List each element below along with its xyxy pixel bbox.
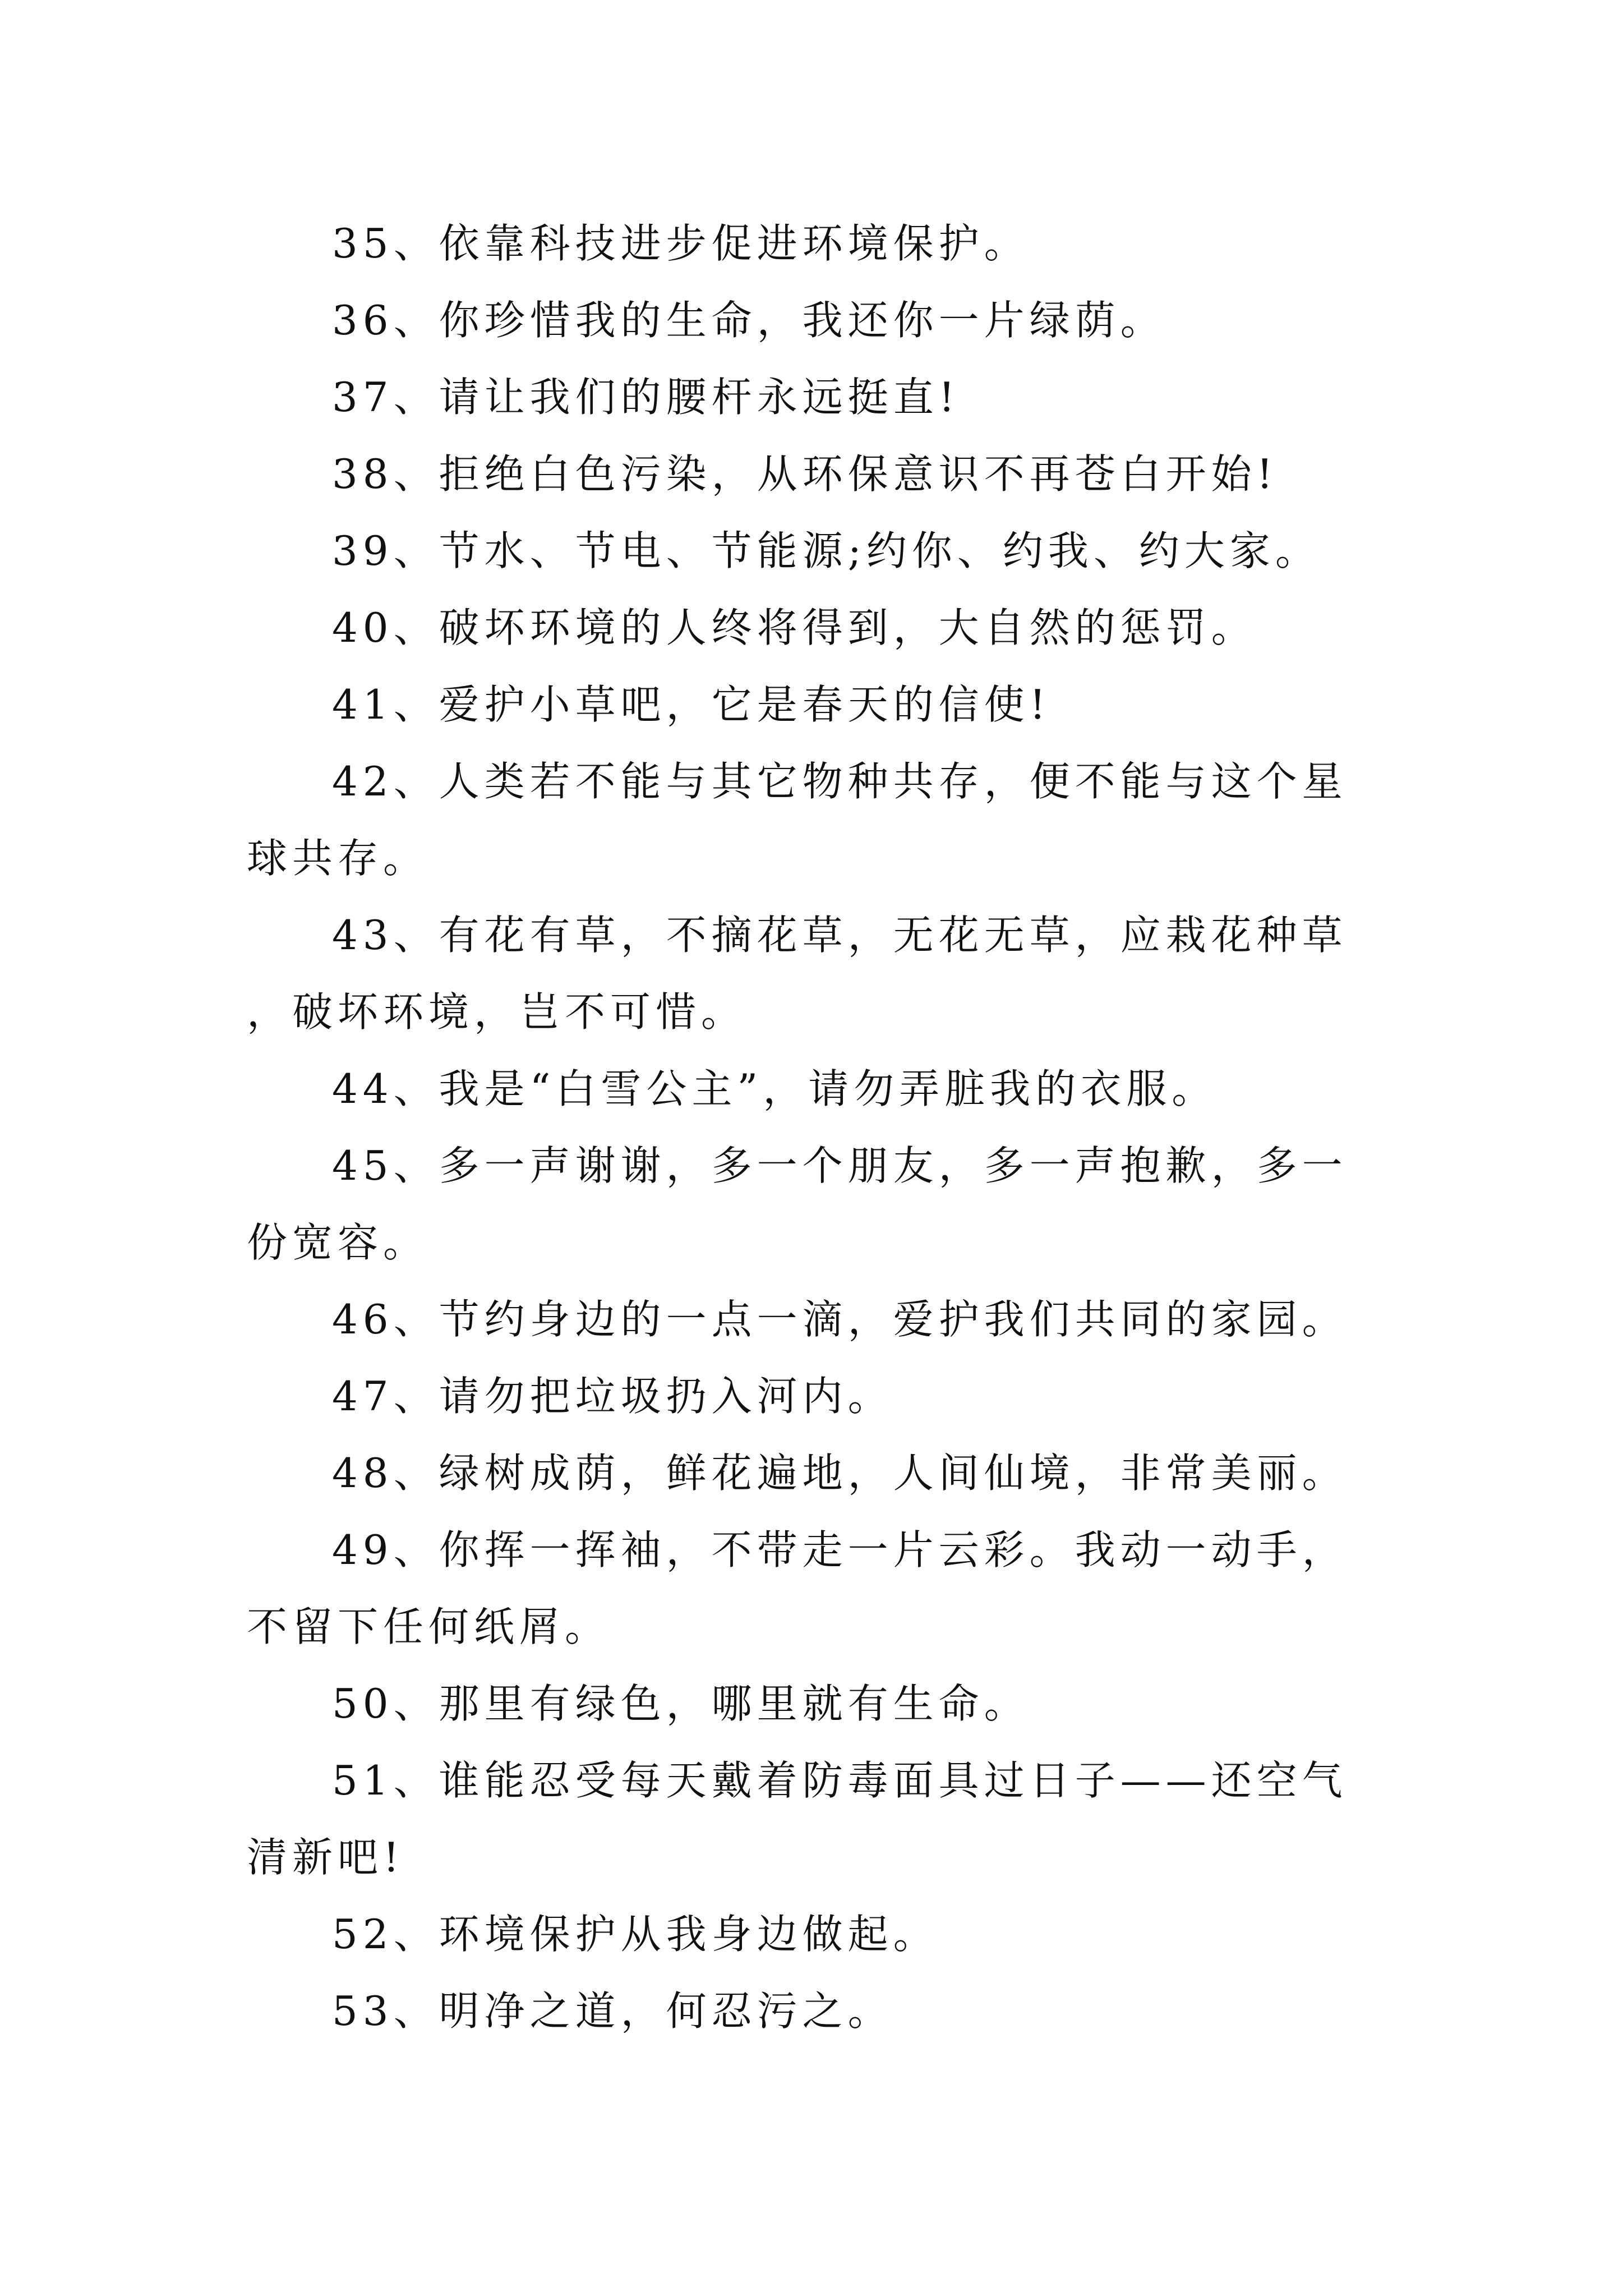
paragraph-45: 45、多一声谢谢，多一个朋友，多一声抱歉，多一份宽容。 bbox=[247, 1142, 1348, 1266]
paragraph-40: 40、破坏环境的人终将得到，大自然的惩罚。 bbox=[332, 604, 1257, 651]
paragraph-43: 43、有花有草，不摘花草，无花无草，应栽花种草，破坏环境，岂不可惜。 bbox=[247, 912, 1348, 1036]
paragraph-42: 42、人类若不能与其它物种共存，便不能与这个星球共存。 bbox=[247, 758, 1348, 882]
paragraph-39: 39、节水、节电、节能源;约你、约我、约大家。 bbox=[332, 527, 1321, 574]
paragraph-47: 47、请勿把垃圾扔入河内。 bbox=[332, 1373, 893, 1420]
paragraph-41: 41、爱护小草吧，它是春天的信使! bbox=[332, 681, 1051, 728]
paragraph-46: 46、节约身边的一点一滴，爱护我们共同的家园。 bbox=[332, 1296, 1348, 1343]
paragraph-49: 49、你挥一挥袖，不带走一片云彩。我动一动手，不留下任何纸屑。 bbox=[247, 1526, 1348, 1650]
paragraph-51: 51、谁能忍受每天戴着防毒面具过日子——还空气清新吧! bbox=[247, 1757, 1348, 1881]
document-body bbox=[247, 205, 1385, 2050]
paragraph-50: 50、那里有绿色，哪里就有生命。 bbox=[332, 1680, 1030, 1727]
paragraph-52: 52、环境保护从我身边做起。 bbox=[332, 1911, 939, 1958]
paragraph-48: 48、绿树成荫，鲜花遍地，人间仙境，非常美丽。 bbox=[332, 1450, 1348, 1497]
paragraph-53: 53、明净之道，何忍污之。 bbox=[332, 1987, 893, 2035]
paragraph-38: 38、拒绝白色污染，从环保意识不再苍白开始! bbox=[332, 450, 1278, 498]
paragraph-35: 35、依靠科技进步促进环境保护。 bbox=[332, 220, 1030, 267]
paragraph-36: 36、你珍惜我的生命，我还你一片绿荫。 bbox=[332, 297, 1166, 344]
paragraph-37: 37、请让我们的腰杆永远挺直! bbox=[332, 374, 960, 421]
paragraph-44: 44、我是“白雪公主”，请勿弄脏我的衣服。 bbox=[332, 1065, 1218, 1112]
